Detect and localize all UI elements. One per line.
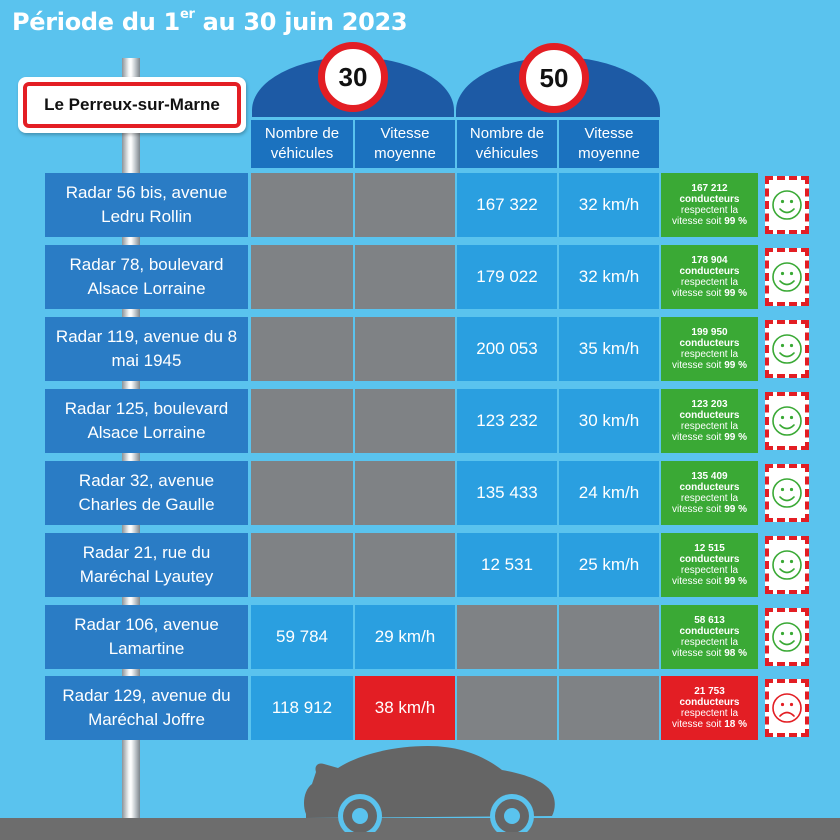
compliance-percentage: 99 % xyxy=(724,432,748,443)
radar-label: Radar 21, rue du Maréchal Lyautey xyxy=(45,533,248,597)
compliance-percentage: 99 % xyxy=(724,576,748,587)
cell-zone30-vehicles: 118 912 xyxy=(251,676,353,740)
happy-face-box xyxy=(765,536,809,594)
summary-vitesse: vitesse soit xyxy=(671,288,722,299)
compliance-summary xyxy=(661,317,758,381)
happy-face-icon xyxy=(771,333,803,365)
radar-label: Radar 106, avenue Lamartine xyxy=(45,605,248,669)
empty-cell xyxy=(355,389,455,453)
happy-face-icon xyxy=(771,621,803,653)
empty-cell xyxy=(251,461,353,525)
happy-face-icon xyxy=(771,261,803,293)
cell-zone50-speed: 30 km/h xyxy=(559,389,659,453)
summary-vitesse: vitesse soit xyxy=(671,432,722,443)
empty-cell xyxy=(251,317,353,381)
header-zone50-speed: Vitesse moyenne xyxy=(559,120,659,168)
compliance-summary xyxy=(661,389,758,453)
summary-percentage-line xyxy=(672,288,747,299)
summary-respect: respectent la xyxy=(680,205,739,216)
compliant-count: 178 904 xyxy=(691,255,728,266)
speed-limit-50-sign: 50 xyxy=(519,43,589,113)
summary-conducteurs: conducteurs xyxy=(679,626,740,637)
empty-cell xyxy=(251,533,353,597)
happy-face-icon xyxy=(771,477,803,509)
summary-vitesse: vitesse soit xyxy=(671,360,722,371)
empty-cell xyxy=(355,245,455,309)
summary-respect: respectent la xyxy=(680,349,739,360)
compliance-summary xyxy=(661,173,758,237)
cell-zone50-vehicles: 200 053 xyxy=(457,317,557,381)
compliant-count: 21 753 xyxy=(694,686,725,697)
empty-cell xyxy=(355,461,455,525)
compliance-summary xyxy=(661,461,758,525)
compliance-percentage: 99 % xyxy=(724,288,748,299)
cell-zone50-vehicles: 135 433 xyxy=(457,461,557,525)
summary-conducteurs: conducteurs xyxy=(679,554,740,565)
happy-face-box xyxy=(765,176,809,234)
empty-cell xyxy=(355,317,455,381)
page-title xyxy=(12,8,407,36)
empty-cell xyxy=(251,173,353,237)
empty-cell xyxy=(457,676,557,740)
cell-zone50-vehicles: 12 531 xyxy=(457,533,557,597)
sad-face-box xyxy=(765,679,809,737)
title-rest: au 30 juin 2023 xyxy=(194,8,408,36)
city-sign xyxy=(18,77,246,133)
compliant-count: 58 613 xyxy=(694,615,725,626)
happy-face-box xyxy=(765,608,809,666)
title-superscript: er xyxy=(179,7,195,22)
cell-zone30-vehicles: 59 784 xyxy=(251,605,353,669)
radar-label: Radar 56 bis, avenue Ledru Rollin xyxy=(45,173,248,237)
cell-zone50-speed: 25 km/h xyxy=(559,533,659,597)
compliance-percentage: 99 % xyxy=(724,504,748,515)
compliance-percentage: 99 % xyxy=(724,216,748,227)
speed-limit-30-sign: 30 xyxy=(318,42,388,112)
city-name: Le Perreux-sur-Marne xyxy=(23,82,241,128)
summary-respect: respectent la xyxy=(680,708,739,719)
compliance-percentage: 98 % xyxy=(724,648,748,659)
summary-vitesse: vitesse soit xyxy=(671,216,722,227)
header-zone30-speed: Vitesse moyenne xyxy=(355,120,455,168)
compliant-count: 123 203 xyxy=(691,399,728,410)
cell-zone50-vehicles: 179 022 xyxy=(457,245,557,309)
compliance-summary xyxy=(661,676,758,740)
radar-label: Radar 125, boulevard Alsace Lorraine xyxy=(45,389,248,453)
compliance-summary xyxy=(661,533,758,597)
summary-conducteurs: conducteurs xyxy=(679,266,740,277)
summary-respect: respectent la xyxy=(680,277,739,288)
summary-respect: respectent la xyxy=(680,565,739,576)
header-zone50-vehicles: Nombre de véhicules xyxy=(457,120,557,168)
happy-face-icon xyxy=(771,405,803,437)
cell-zone50-vehicles: 167 322 xyxy=(457,173,557,237)
empty-cell xyxy=(355,173,455,237)
car-illustration xyxy=(298,742,558,832)
happy-face-box xyxy=(765,248,809,306)
cell-zone50-speed: 24 km/h xyxy=(559,461,659,525)
happy-face-box xyxy=(765,464,809,522)
compliance-percentage: 99 % xyxy=(724,360,748,371)
summary-vitesse: vitesse soit xyxy=(671,576,722,587)
radar-label: Radar 129, avenue du Maréchal Joffre xyxy=(45,676,248,740)
summary-conducteurs: conducteurs xyxy=(679,194,740,205)
compliance-summary xyxy=(661,605,758,669)
summary-percentage-line xyxy=(672,504,747,515)
cell-zone30-speed: 29 km/h xyxy=(355,605,455,669)
radar-label: Radar 32, avenue Charles de Gaulle xyxy=(45,461,248,525)
summary-percentage-line xyxy=(672,719,747,730)
summary-conducteurs: conducteurs xyxy=(679,338,740,349)
summary-percentage-line xyxy=(672,576,747,587)
compliant-count: 12 515 xyxy=(694,543,725,554)
cell-zone50-speed: 32 km/h xyxy=(559,173,659,237)
summary-conducteurs: conducteurs xyxy=(679,410,740,421)
empty-cell xyxy=(559,605,659,669)
summary-vitesse: vitesse soit xyxy=(671,504,722,515)
summary-respect: respectent la xyxy=(680,637,739,648)
title-main: Période du 1 xyxy=(12,8,180,36)
empty-cell xyxy=(251,389,353,453)
header-zone30-vehicles: Nombre de véhicules xyxy=(251,120,353,168)
empty-cell xyxy=(457,605,557,669)
summary-percentage-line xyxy=(672,216,747,227)
empty-cell xyxy=(559,676,659,740)
summary-percentage-line xyxy=(672,432,747,443)
compliant-count: 135 409 xyxy=(691,471,728,482)
summary-vitesse: vitesse soit xyxy=(671,719,722,730)
cell-zone50-speed: 35 km/h xyxy=(559,317,659,381)
radar-label: Radar 78, boulevard Alsace Lorraine xyxy=(45,245,248,309)
happy-face-box xyxy=(765,320,809,378)
compliant-count: 167 212 xyxy=(691,183,728,194)
summary-vitesse: vitesse soit xyxy=(671,648,722,659)
summary-respect: respectent la xyxy=(680,421,739,432)
cell-zone30-speed: 38 km/h xyxy=(355,676,455,740)
happy-face-icon xyxy=(771,189,803,221)
happy-face-icon xyxy=(771,549,803,581)
happy-face-box xyxy=(765,392,809,450)
compliance-summary xyxy=(661,245,758,309)
summary-percentage-line xyxy=(672,360,747,371)
empty-cell xyxy=(251,245,353,309)
summary-conducteurs: conducteurs xyxy=(679,697,740,708)
compliance-percentage: 18 % xyxy=(724,719,748,730)
summary-percentage-line xyxy=(672,648,747,659)
cell-zone50-vehicles: 123 232 xyxy=(457,389,557,453)
summary-conducteurs: conducteurs xyxy=(679,482,740,493)
summary-respect: respectent la xyxy=(680,493,739,504)
compliant-count: 199 950 xyxy=(691,327,728,338)
sad-face-icon xyxy=(771,692,803,724)
cell-zone50-speed: 32 km/h xyxy=(559,245,659,309)
empty-cell xyxy=(355,533,455,597)
radar-label: Radar 119, avenue du 8 mai 1945 xyxy=(45,317,248,381)
